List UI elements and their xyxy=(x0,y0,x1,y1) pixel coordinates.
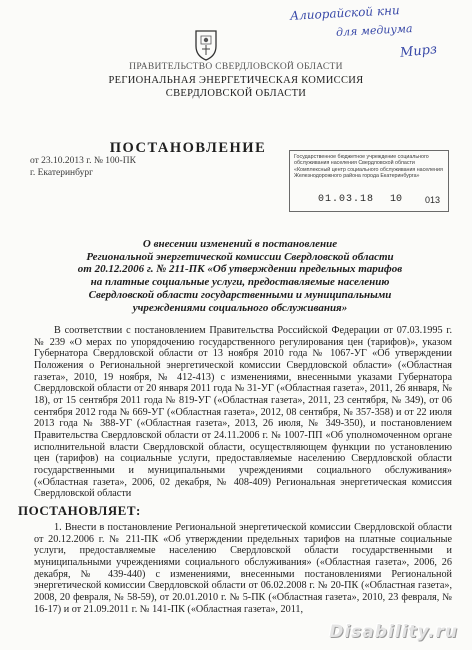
clause-1-paragraph xyxy=(34,522,452,615)
registration-stamp xyxy=(289,150,449,212)
document-type-title: ПОСТАНОВЛЕНИЕ xyxy=(109,140,267,156)
document-date-number: от 23.10.2013 г. № 100-ПК xyxy=(30,156,136,166)
subject-line: О внесении изменений в постановление xyxy=(142,238,338,250)
stamp-text: Государственное бюджетное учреждение социального обслуживания населения Свердловской области «Комплексный центр социального обслуживания населения Железнодорожного района города Екатеринбурга» xyxy=(294,154,443,180)
coat-of-arms-emblem xyxy=(193,28,219,62)
subject-line: учреждениями социального обслуживания» xyxy=(132,301,348,314)
preamble-paragraph xyxy=(34,325,452,500)
clause-1-text: 1. Внести в постановление Региональной энергетической комиссии Свердловской области от 20.12.2006 г. № 211-ПК «Об утверждении предельных тарифов на платные социальные услуги, предоставляемые населению Свердловской области государственными и муниципальными учреждениями социального обслуживания» («Областная газета», 2006, 26 декабря, № 439-440) с изменениями, внесенными постановлениями Региональной энергетической комиссии Свердловской области от 06.02.2008 г. № 20-ПК («Областная газета», 2008, 20 февраля, № 58-59), от 20.01.2010 г. № 5-ПК («Областная газета», 2010, 23 февраля, № 16-17) и от 21.09.2011 г. № 141-ПК («Областная газета», 2011, xyxy=(34,522,452,615)
org-name-line1: ПРАВИТЕЛЬСТВО СВЕРДЛОВСКОЙ ОБЛАСТИ xyxy=(129,62,343,72)
subject-line: на платные социальные услуги, предоставляемые населению xyxy=(90,276,390,289)
handwritten-note-line1: Алиорайской кни xyxy=(289,3,400,23)
resolves-heading: ПОСТАНОВЛЯЕТ: xyxy=(18,503,141,518)
subject-line: Региональной энергетической комиссии Свердловской области xyxy=(86,250,394,263)
org-name-line3: СВЕРДЛОВСКОЙ ОБЛАСТИ xyxy=(165,88,307,99)
subject-line: от 20.12.2006 г. № 211-ПК «Об утверждении предельных тарифов xyxy=(77,263,403,276)
stamp-reg-number: 10 xyxy=(390,194,403,205)
stamp-reg-date: 01.03.18 xyxy=(318,194,375,205)
subject-line: Свердловской области государственными и муниципальными xyxy=(88,288,392,301)
stamp-reg-suffix: 013 xyxy=(425,195,441,205)
site-watermark: Disability.ru xyxy=(329,622,458,642)
handwritten-signature: Мирз xyxy=(399,42,438,61)
document-subject xyxy=(48,238,432,314)
preamble-text: В соответствии с постановлением Правительства Российской Федерации от 07.03.1995 г. № 239 «О мерах по упорядочению государственного регулирования цен (тарифов)», указом Губернатора Свердловской области от 13 ноября 2010 года № 1067-УГ «Об утверждении Положения о Региональной энергетической комиссии Свердловской области» («Областная газета», 2010, 19 ноября, № 412-413) с изменениями, внесенными указами Губернатора Свердловской области от 20 января 2011 года № 31-УГ («Областная газета», 2011, 26 января, № 18), от 15 сентября 2011 года № 819-УГ («Областная газета», 2011, 23 сентября, № 349), от 06 сентября 2012 года № 669-УГ («Областная газета», 2012, 08 сентября, № 357-358) и от 22 июля 2013 года № 388-УГ («Областная газета», 2013, 26 июля, № 349-350), и постановлением Правительства Свердловской области от 24.11.2006 г. № 1007-ПП «Об уполномоченном органе исполнительной власти Свердловской области, осуществляющем функции по установлению цен (тарифов) на социальные услуги, предоставляемые населению Свердловской области государственными и муниципальными учреждениями социального обслуживания» («Областная газета», 2006, 02 декабря, № 408-409) Региональная энергетическая комиссия Свердловской области xyxy=(34,325,452,500)
document-city: г. Екатеринбург xyxy=(30,168,93,178)
org-name-line2: РЕГИОНАЛЬНАЯ ЭНЕРГЕТИЧЕСКАЯ КОМИССИЯ xyxy=(108,75,364,86)
handwritten-note-line2: для медиума xyxy=(335,22,413,39)
